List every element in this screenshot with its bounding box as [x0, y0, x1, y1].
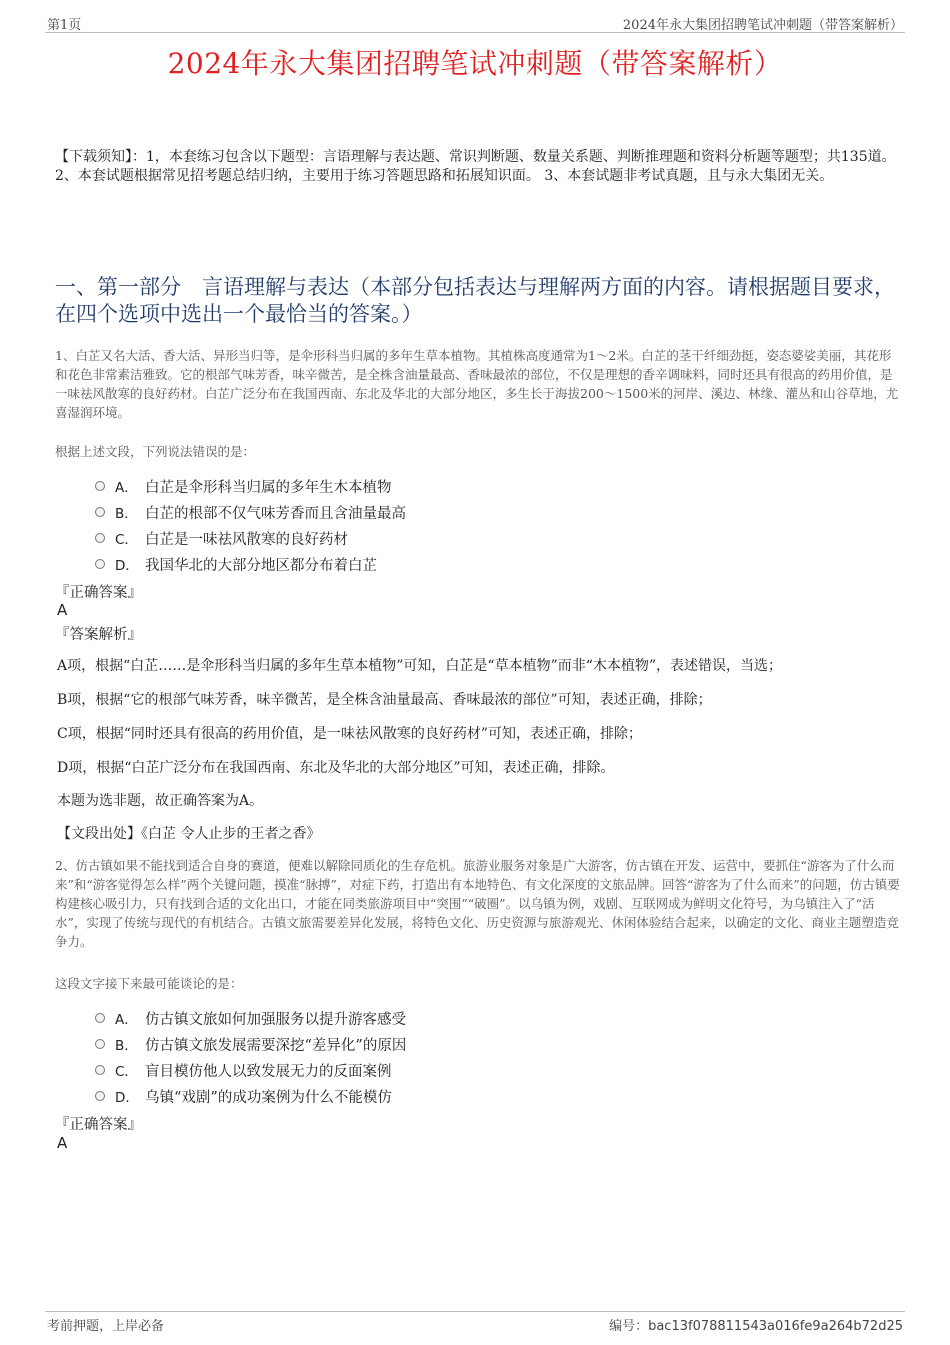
option-text: 白芷是一味祛风散寒的良好药材	[145, 531, 348, 548]
option-d[interactable]: D． 乌镇“戏剧”的成功案例为什么不能模仿	[95, 1083, 406, 1109]
answer-label: 『正确答案』	[55, 1117, 142, 1133]
analysis-line: C项，根据“同时还具有很高的药用价值，是一味祛风散寒的良好药材”可知，表述正确，排除；	[57, 726, 643, 742]
option-b[interactable]: B． 白芷的根部不仅气味芳香而且含油量最高	[95, 499, 406, 525]
radio-icon[interactable]	[95, 1091, 105, 1101]
radio-icon[interactable]	[95, 1065, 105, 1075]
source-citation: 【文段出处】《白芷 令人止步的王者之香》	[57, 826, 321, 842]
option-text: 白芷是伞形科当归属的多年生木本植物	[145, 479, 392, 496]
option-text: 白芷的根部不仅气味芳香而且含油量最高	[145, 505, 406, 522]
answer-label: 『正确答案』	[55, 585, 142, 601]
question-1-options	[95, 473, 406, 577]
radio-icon[interactable]	[95, 533, 105, 543]
radio-icon[interactable]	[95, 559, 105, 569]
footer-slogan: 考前押题，上岸必备	[47, 1319, 165, 1334]
analysis-line: D项，根据“白芷广泛分布在我国西南、东北及华北的大部分地区”可知，表述正确，排除。	[57, 760, 615, 776]
option-c[interactable]: C． 盲目模仿他人以致发展无力的反面案例	[95, 1057, 406, 1083]
analysis-conclusion: 本题为选非题，故正确答案为A。	[57, 793, 264, 809]
option-text: 盲目模仿他人以致发展无力的反面案例	[145, 1063, 392, 1080]
answer-value: A	[57, 601, 68, 619]
section-heading: 一、第一部分 言语理解与表达（本部分包括表达与理解两方面的内容。请根据题目要求，在四个选项中选出一个最恰当的答案。）	[55, 275, 895, 326]
option-text: 乌镇“戏剧”的成功案例为什么不能模仿	[145, 1089, 392, 1106]
question-2-options	[95, 1005, 406, 1109]
page-header	[45, 12, 905, 33]
analysis-line: B项，根据“它的根部气味芳香，味辛微苦，是全株含油量最高、香味最浓的部位”可知，表述正确，排除；	[57, 692, 712, 708]
question-1-prompt: 根据上述文段，下列说法错误的是：	[55, 444, 256, 459]
analysis-line: A项，根据“白芷……是伞形科当归属的多年生草本植物”可知，白芷是“草本植物”而非“木本植物”，表述错误，当选；	[57, 658, 783, 674]
answer-value: A	[57, 1134, 68, 1152]
header-doc-title: 2024年永大集团招聘笔试冲刺题（带答案解析）	[622, 18, 903, 33]
radio-icon[interactable]	[95, 481, 105, 491]
radio-icon[interactable]	[95, 507, 105, 517]
page-footer	[45, 1311, 905, 1334]
download-notice: 【下载须知】：1，本套练习包含以下题型：言语理解与表达题、常识判断题、数量关系题、判断推理题和资料分析题等题型；共135道。 2、本套试题根据常见招考题总结归纳，主要用于练习答题思路和拓展知识面。 3、本套试题非考试真题，且与永大集团无关。	[55, 149, 896, 184]
question-2-prompt: 这段文字接下来最可能谈论的是：	[55, 976, 243, 991]
page-number: 第1页	[47, 18, 82, 33]
document-code: 编号：bac13f078811543a016fe9a264b72d25	[609, 1319, 903, 1334]
radio-icon[interactable]	[95, 1039, 105, 1049]
option-a[interactable]: A． 白芷是伞形科当归属的多年生木本植物	[95, 473, 406, 499]
option-d[interactable]: D． 我国华北的大部分地区都分布着白芷	[95, 551, 406, 577]
analysis-label: 『答案解析』	[55, 627, 142, 643]
radio-icon[interactable]	[95, 1013, 105, 1023]
option-c[interactable]: C． 白芷是一味祛风散寒的良好药材	[95, 525, 406, 551]
document-title: 2024年永大集团招聘笔试冲刺题（带答案解析）	[167, 47, 783, 80]
option-a[interactable]: A． 仿古镇文旅如何加强服务以提升游客感受	[95, 1005, 406, 1031]
option-text: 仿古镇文旅如何加强服务以提升游客感受	[145, 1011, 406, 1028]
question-2-text: 2、仿古镇如果不能找到适合自身的赛道，便难以解除同质化的生存危机。旅游业服务对象是广大游客，仿古镇在开发、运营中，要抓住“游客为了什么而来”和“游客觉得怎么样”两个关键问题，摸准“脉搏”，对症下药，打造出有本地特色、有文化深度的文旅品牌。回答“游客为了什么而来”的问题，仿古镇要构建核心吸引力，只有找到合适的文化出口，才能在同类旅游项目中“突围”“破圈”。以乌镇为例，戏剧、互联网成为鲜明文化符号，为乌镇注入了“活水”，实现了传统与现代的有机结合。古镇文旅需要差异化发展，将特色文化、历史资源与旅游观光、休闲体验结合起来，以确定的文化、商业主题塑造竞争力。	[55, 858, 900, 949]
option-text: 我国华北的大部分地区都分布着白芷	[145, 557, 377, 574]
option-text: 仿古镇文旅发展需要深挖“差异化”的原因	[145, 1037, 407, 1054]
question-1-text: 1、白芷又名大活、香大活、异形当归等，是伞形科当归属的多年生草本植物。其植株高度通常为1～2米。白芷的茎干纤细劲挺，姿态婆娑美丽，其花形和花色非常素洁雅致。它的根部气味芳香，味辛微苦，是全株含油量最高、香味最浓的部位，不仅是理想的香辛调味料，同时还具有很高的药用价值，是一味祛风散寒的良好药材。白芷广泛分布在我国西南、东北及华北的大部分地区，多生长于海拔200～1500米的河岸、溪边、林缘、灌丛和山谷草地，尤喜湿润环境。	[55, 348, 899, 420]
option-b[interactable]: B． 仿古镇文旅发展需要深挖“差异化”的原因	[95, 1031, 406, 1057]
